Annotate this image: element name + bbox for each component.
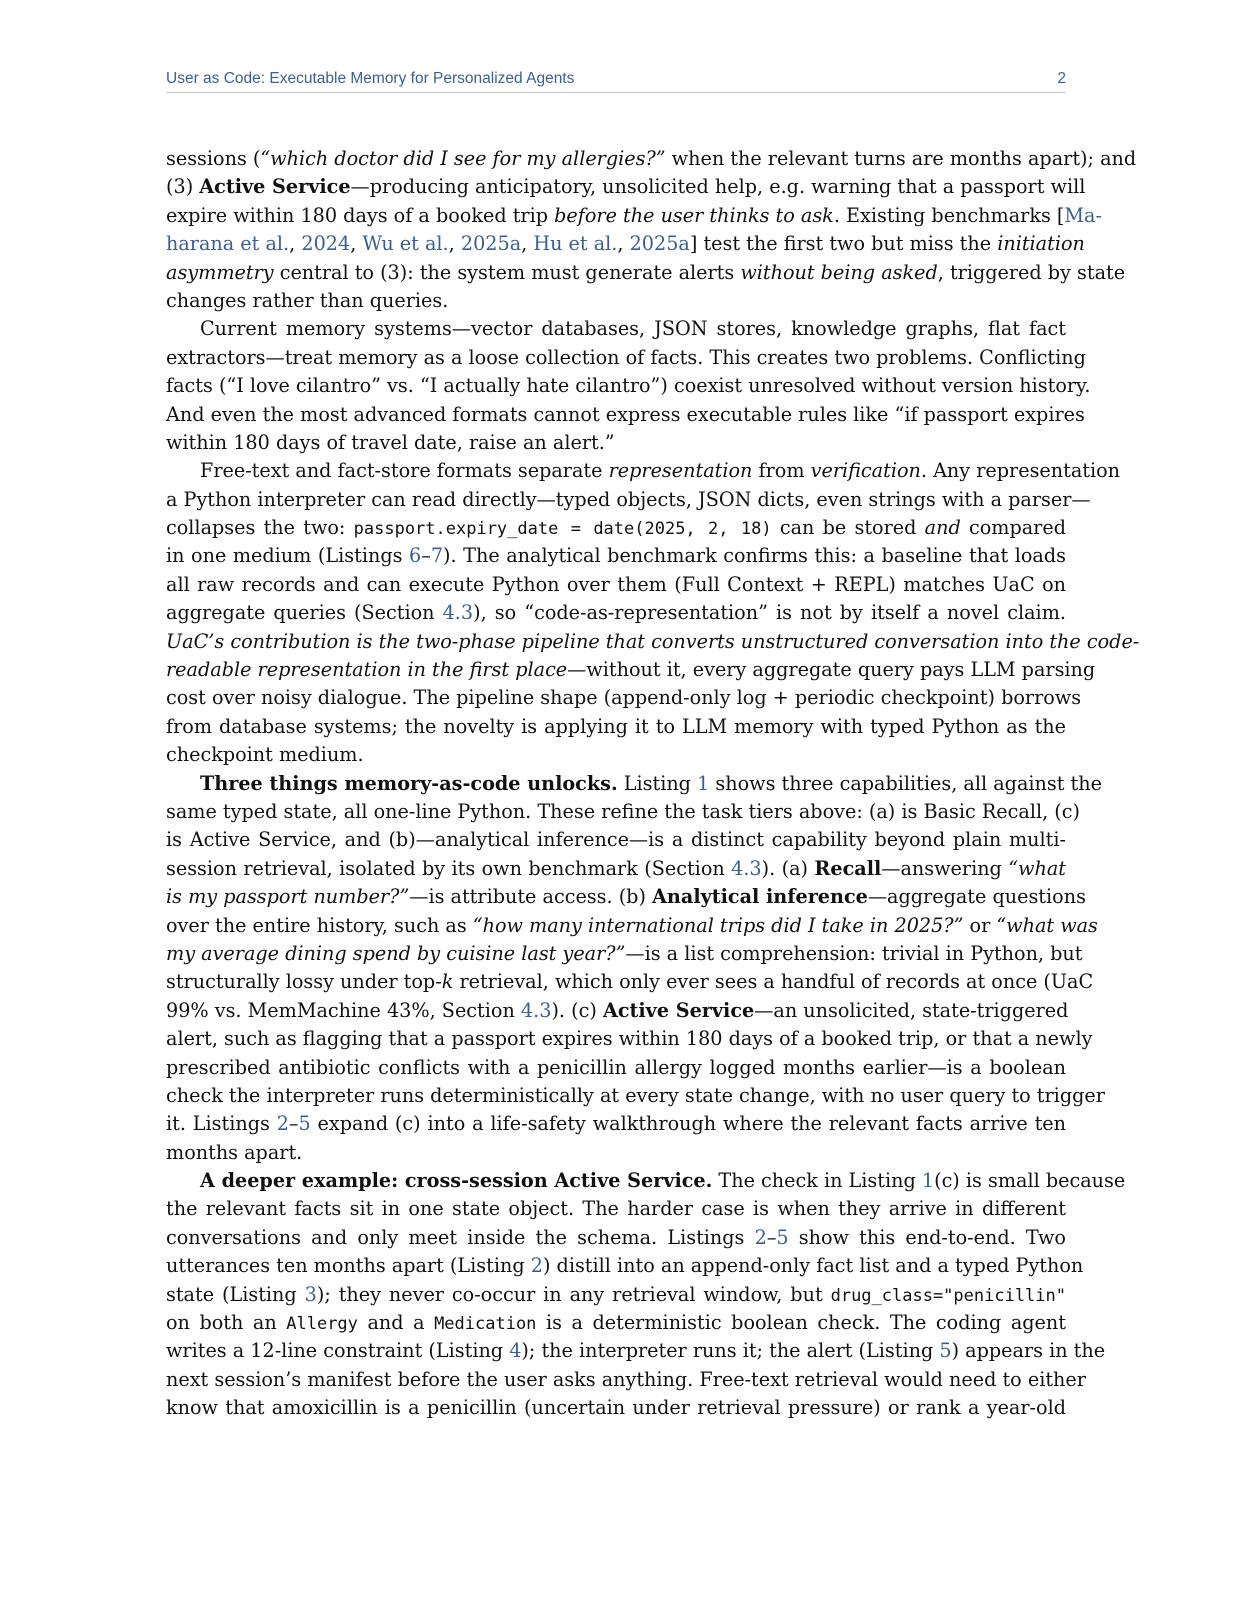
text-line: is Active Service, and (b)—analytical inference—is a distinct capability beyond plain multi-	[166, 828, 1066, 852]
text-line: A deeper example: cross-session Active Service. The check in Listing 1(c) is small because	[200, 1169, 1126, 1193]
text-line: know that amoxicillin is a penicillin (uncertain under retrieval pressure) or rank a year-old	[166, 1396, 1066, 1420]
page-number: 2	[1057, 70, 1066, 87]
text-line: in one medium (Listings 6–7). The analytical benchmark confirms this: a baseline that loads	[166, 544, 1066, 568]
text-line: next session’s manifest before the user asks anything. Free-text retrieval would need to either	[166, 1367, 1086, 1391]
text-line: UaC’s contribution is the two-phase pipeline that converts unstructured conversation into the code-	[166, 629, 1140, 653]
running-title: User as Code: Executable Memory for Personalized Agents	[166, 70, 575, 87]
text-line: Three things memory-as-code unlocks. Listing 1 shows three capabilities, all against the	[200, 771, 1102, 795]
text-line: on both an Allergy and a Medication is a deterministic boolean check. The coding agent	[166, 1311, 1066, 1335]
text-line: same typed state, all one-line Python. These refine the task tiers above: (a) is Basic Recall, (c)	[166, 799, 1081, 823]
text-line: state (Listing 3); they never co-occur in any retrieval window, but drug_class="penicillin"	[166, 1282, 1066, 1306]
text-line: conversations and only meet inside the schema. Listings 2–5 show this end-to-end. Two	[166, 1225, 1066, 1249]
text-line: Current memory systems—vector databases, JSON stores, knowledge graphs, flat fact	[200, 317, 1066, 341]
text-line: readable representation in the first place—without it, every aggregate query pays LLM parsing	[166, 658, 1096, 682]
text-line: all raw records and can execute Python over them (Full Context + REPL) matches UaC on	[166, 572, 1066, 596]
text-line: the relevant facts sit in one state object. The harder case is when they arrive in different	[166, 1197, 1066, 1221]
text-line: a Python interpreter can read directly—typed objects, JSON dicts, even strings with a parser—	[166, 487, 1091, 511]
text-line: structurally lossy under top-k retrieval, which only ever sees a handful of records at once (UaC	[166, 970, 1094, 994]
text-line: is my passport number?”—is attribute access. (b) Analytical inference—aggregate questions	[166, 885, 1086, 909]
text-line: And even the most advanced formats cannot express executable rules like “if passport expires	[166, 402, 1085, 426]
text-line: changes rather than queries.	[166, 288, 449, 312]
text-line: extractors—treat memory as a loose collection of facts. This creates two problems. Conflicting	[166, 345, 1086, 369]
text-line: sessions (“which doctor did I see for my allergies?” when the relevant turns are months apart); and	[166, 147, 1137, 170]
text-line: my average dining spend by cuisine last year?”—is a list comprehension: trivial in Python, but	[166, 941, 1083, 965]
text-line: (3) Active Service—producing anticipatory, unsolicited help, e.g. warning that a passport will	[166, 175, 1086, 199]
text-line: check the interpreter runs deterministically at every state change, with no user query to trigger	[166, 1083, 1105, 1107]
text-line: prescribed antibiotic conflicts with a penicillin allergy logged months earlier—is a boolean	[166, 1055, 1066, 1079]
text-line: cost over noisy dialogue. The pipeline shape (append-only log + periodic checkpoint) borrows	[166, 686, 1082, 710]
text-line: Free-text and fact-store formats separate representation from verification. Any representation	[200, 459, 1121, 483]
body-text	[166, 145, 1140, 1423]
text-line: expire within 180 days of a booked trip before the user thinks to ask. Existing benchmarks [Ma-	[166, 203, 1102, 227]
text-line: utterances ten months apart (Listing 2) distill into an append-only fact list and a typed Python	[166, 1254, 1084, 1278]
text-line: asymmetry central to (3): the system must generate alerts without being asked, triggered by state	[166, 260, 1126, 284]
text-line: from database systems; the novelty is applying it to LLM memory with typed Python as the	[166, 714, 1066, 738]
text-line: checkpoint medium.	[166, 743, 364, 767]
text-line: months apart.	[166, 1140, 303, 1164]
text-line: writes a 12-line constraint (Listing 4); the interpreter runs it; the alert (Listing 5) appears in the	[166, 1339, 1106, 1363]
text-line: within 180 days of travel date, raise an alert.”	[166, 430, 615, 454]
text-line: over the entire history, such as “how many international trips did I take in 2025?” or “what was	[166, 913, 1098, 937]
text-line: it. Listings 2–5 expand (c) into a life-safety walkthrough where the relevant facts arrive ten	[166, 1112, 1066, 1136]
text-line: 99% vs. MemMachine 43%, Section 4.3). (c) Active Service—an unsolicited, state-triggered	[166, 998, 1069, 1022]
text-line: facts (“I love cilantro” vs. “I actually hate cilantro”) coexist unresolved without version history.	[166, 374, 1091, 398]
text-line: collapses the two: passport.expiry_date = date(2025, 2, 18) can be stored and compared	[166, 516, 1066, 540]
text-line: aggregate queries (Section 4.3), so “code-as-representation” is not by itself a novel claim.	[166, 601, 1066, 625]
text-line: harana et al., 2024, Wu et al., 2025a, Hu et al., 2025a] test the first two but miss the initiation	[166, 232, 1085, 256]
text-line: session retrieval, isolated by its own benchmark (Section 4.3). (a) Recall—answering “what	[166, 856, 1066, 880]
text-line: alert, such as flagging that a passport expires within 180 days of a booked trip, or that a newly	[166, 1027, 1093, 1051]
running-header	[166, 70, 1066, 93]
